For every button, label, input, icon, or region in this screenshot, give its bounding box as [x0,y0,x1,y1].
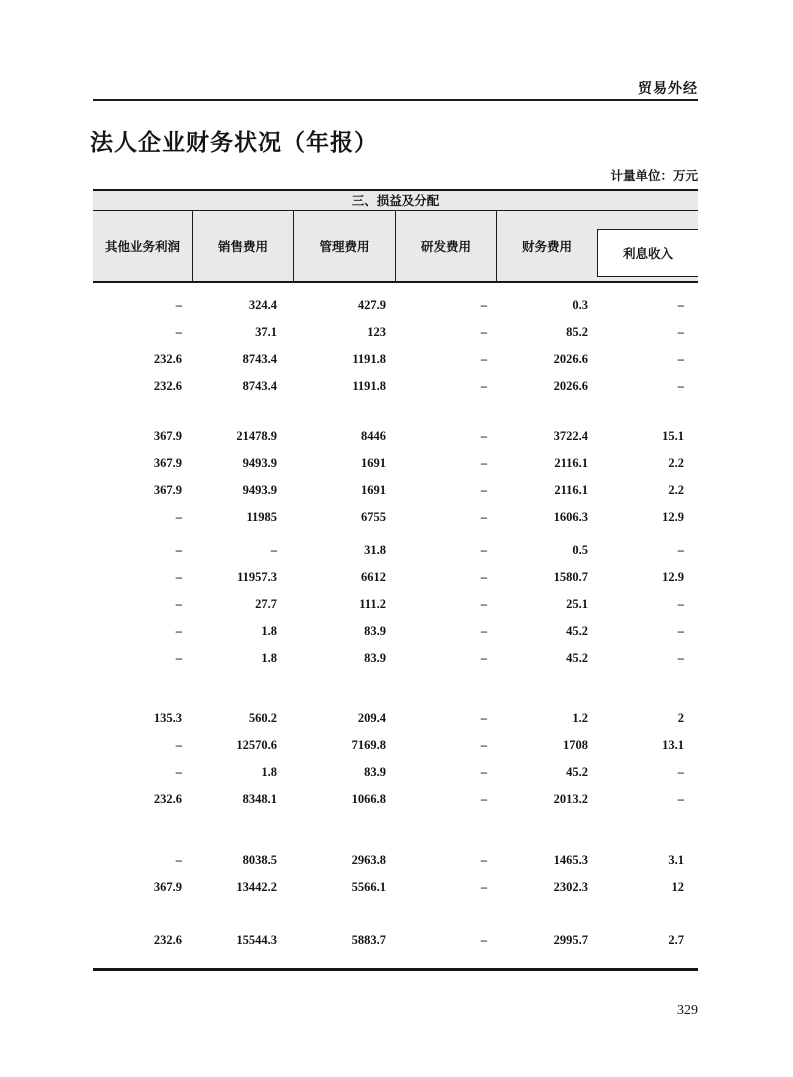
cell-value: 2995.7 [553,933,588,947]
cell-value: 11985 [246,510,277,524]
cell-value: 2963.8 [351,853,386,867]
cell-value: 6612 [361,570,386,584]
cell-value: 2.7 [668,933,684,947]
cell-value: – [677,543,684,557]
cell-value: – [480,765,487,779]
cell-value: 9493.9 [242,456,277,470]
cell-value: – [480,510,487,524]
cell-value: – [480,543,487,557]
cell-value: 1.2 [572,711,588,725]
cell-value: – [677,624,684,638]
cell-value: 367.9 [153,483,182,497]
cell-value: 9493.9 [242,483,277,497]
table-row [93,292,698,319]
row-group [93,847,698,901]
cell-value: 13.1 [662,738,684,752]
cell-value: – [480,298,487,312]
cell-value: 2.2 [668,456,684,470]
cell-value: 15.1 [662,429,684,443]
column-header-row [93,211,698,283]
cell-value: 2026.6 [553,352,588,366]
cell-value: 1606.3 [553,510,588,524]
page-number: 329 [677,1003,698,1018]
cell-value: 6755 [361,510,386,524]
cell-value: – [480,429,487,443]
cell-value: – [677,298,684,312]
column-header-financial-expenses: 财务费用 [521,239,572,254]
cell-value: – [175,651,182,665]
cell-value: – [480,597,487,611]
cell-value: 12 [671,880,684,894]
table-row [93,504,698,531]
cell-value: – [175,543,182,557]
cell-value: 1465.3 [553,853,588,867]
cell-value: 135.3 [153,711,182,725]
cell-value: 83.9 [364,651,386,665]
cell-value: 2.2 [668,483,684,497]
cell-value: 0.3 [572,298,588,312]
cell-value: 25.1 [566,597,588,611]
table-row [93,645,698,672]
cell-value: 232.6 [153,352,182,366]
cell-value: 232.6 [153,379,182,393]
table-row [93,705,698,732]
cell-value: – [480,352,487,366]
cell-value: – [480,738,487,752]
cell-value: 1708 [563,738,588,752]
cell-value: 13442.2 [236,880,277,894]
cell-value: 3.1 [668,853,684,867]
cell-value: 2 [677,711,684,725]
cell-value: 8743.4 [242,352,277,366]
cell-value: – [677,352,684,366]
cell-value: 427.9 [357,298,386,312]
table-row [93,732,698,759]
cell-value: 31.8 [364,543,386,557]
cell-value: – [480,456,487,470]
cell-value: – [480,483,487,497]
cell-value: 12.9 [662,510,684,524]
cell-value: 8038.5 [242,853,277,867]
cell-value: 5566.1 [351,880,386,894]
cell-value: – [175,624,182,638]
cell-value: – [175,570,182,584]
row-group [93,423,698,531]
page-title: 法人企业财务状况（年报） [90,129,378,156]
cell-value: 8446 [361,429,386,443]
cell-value: 45.2 [566,624,588,638]
cell-value: – [480,792,487,806]
row-group [93,292,698,400]
table-row [93,346,698,373]
table-row [93,537,698,564]
cell-value: 0.5 [572,543,588,557]
cell-value: 12570.6 [236,738,277,752]
cell-value: – [480,379,487,393]
cell-value: 2013.2 [553,792,588,806]
cell-value: 1191.8 [352,379,386,393]
cell-value: 83.9 [364,624,386,638]
cell-value: 8348.1 [242,792,277,806]
cell-value: – [175,298,182,312]
cell-value: 1.8 [261,624,277,638]
cell-value: 37.1 [255,325,277,339]
cell-value: – [677,325,684,339]
cell-value: – [175,738,182,752]
cell-value: 85.2 [566,325,588,339]
row-group [93,927,698,954]
cell-value: 2116.1 [554,483,588,497]
cell-value: 1.8 [261,765,277,779]
cell-value: 367.9 [153,880,182,894]
cell-value: – [480,651,487,665]
table-span-header: 三、损益及分配 [93,191,698,211]
cell-value: 45.2 [566,651,588,665]
table-row [93,786,698,813]
column-header-selling-expenses: 销售费用 [193,211,294,281]
column-header-financial-expenses-group [497,211,698,281]
cell-value: – [480,570,487,584]
cell-value: – [270,543,277,557]
table-row [93,373,698,400]
table-row [93,319,698,346]
table-body [93,283,698,968]
table-row [93,874,698,901]
table-row [93,847,698,874]
cell-value: 2026.6 [553,379,588,393]
table-row [93,927,698,954]
cell-value: 15544.3 [236,933,277,947]
cell-value: 1691 [361,483,386,497]
cell-value: 1580.7 [553,570,588,584]
table-row [93,450,698,477]
cell-value: – [175,510,182,524]
column-header-interest-income: 利息收入 [597,229,698,277]
column-header-admin-expenses: 管理费用 [294,211,396,281]
cell-value: – [677,765,684,779]
cell-value: – [677,651,684,665]
cell-value: 83.9 [364,765,386,779]
cell-value: 367.9 [153,429,182,443]
cell-value: 1.8 [261,651,277,665]
cell-value: – [677,597,684,611]
cell-value: 5883.7 [351,933,386,947]
cell-value: 12.9 [662,570,684,584]
cell-value: 11957.3 [237,570,277,584]
cell-value: – [677,792,684,806]
cell-value: 45.2 [566,765,588,779]
cell-value: 232.6 [153,933,182,947]
table-row [93,759,698,786]
table-row [93,591,698,618]
cell-value: 324.4 [248,298,277,312]
cell-value: 7169.8 [351,738,386,752]
cell-value: 2116.1 [554,456,588,470]
cell-value: – [480,325,487,339]
financial-table [93,189,698,971]
unit-note: 计量单位：万元 [610,168,698,183]
table-row [93,477,698,504]
cell-value: 209.4 [357,711,386,725]
cell-value: – [480,933,487,947]
cell-value: – [480,880,487,894]
table-row [93,564,698,591]
cell-value: 123 [367,325,386,339]
cell-value: 367.9 [153,456,182,470]
cell-value: – [480,624,487,638]
cell-value: – [480,711,487,725]
cell-value: – [175,597,182,611]
section-label: 贸易外经 [638,81,698,97]
cell-value: – [175,325,182,339]
cell-value: 2302.3 [553,880,588,894]
cell-value: – [677,379,684,393]
cell-value: 1691 [361,456,386,470]
cell-value: – [175,765,182,779]
cell-value: 1066.8 [351,792,386,806]
column-header-other-business-profit: 其他业务利润 [93,211,193,281]
header-rule [93,99,698,101]
cell-value: 8743.4 [242,379,277,393]
cell-value: – [480,853,487,867]
cell-value: 111.2 [359,597,386,611]
row-group [93,537,698,672]
row-group [93,705,698,813]
column-header-rd-expenses: 研发费用 [396,211,497,281]
cell-value: 27.7 [255,597,277,611]
cell-value: 1191.8 [352,352,386,366]
table-row [93,618,698,645]
cell-value: 21478.9 [236,429,277,443]
cell-value: 3722.4 [553,429,588,443]
cell-value: 560.2 [248,711,277,725]
cell-value: 232.6 [153,792,182,806]
cell-value: – [175,853,182,867]
table-row [93,423,698,450]
